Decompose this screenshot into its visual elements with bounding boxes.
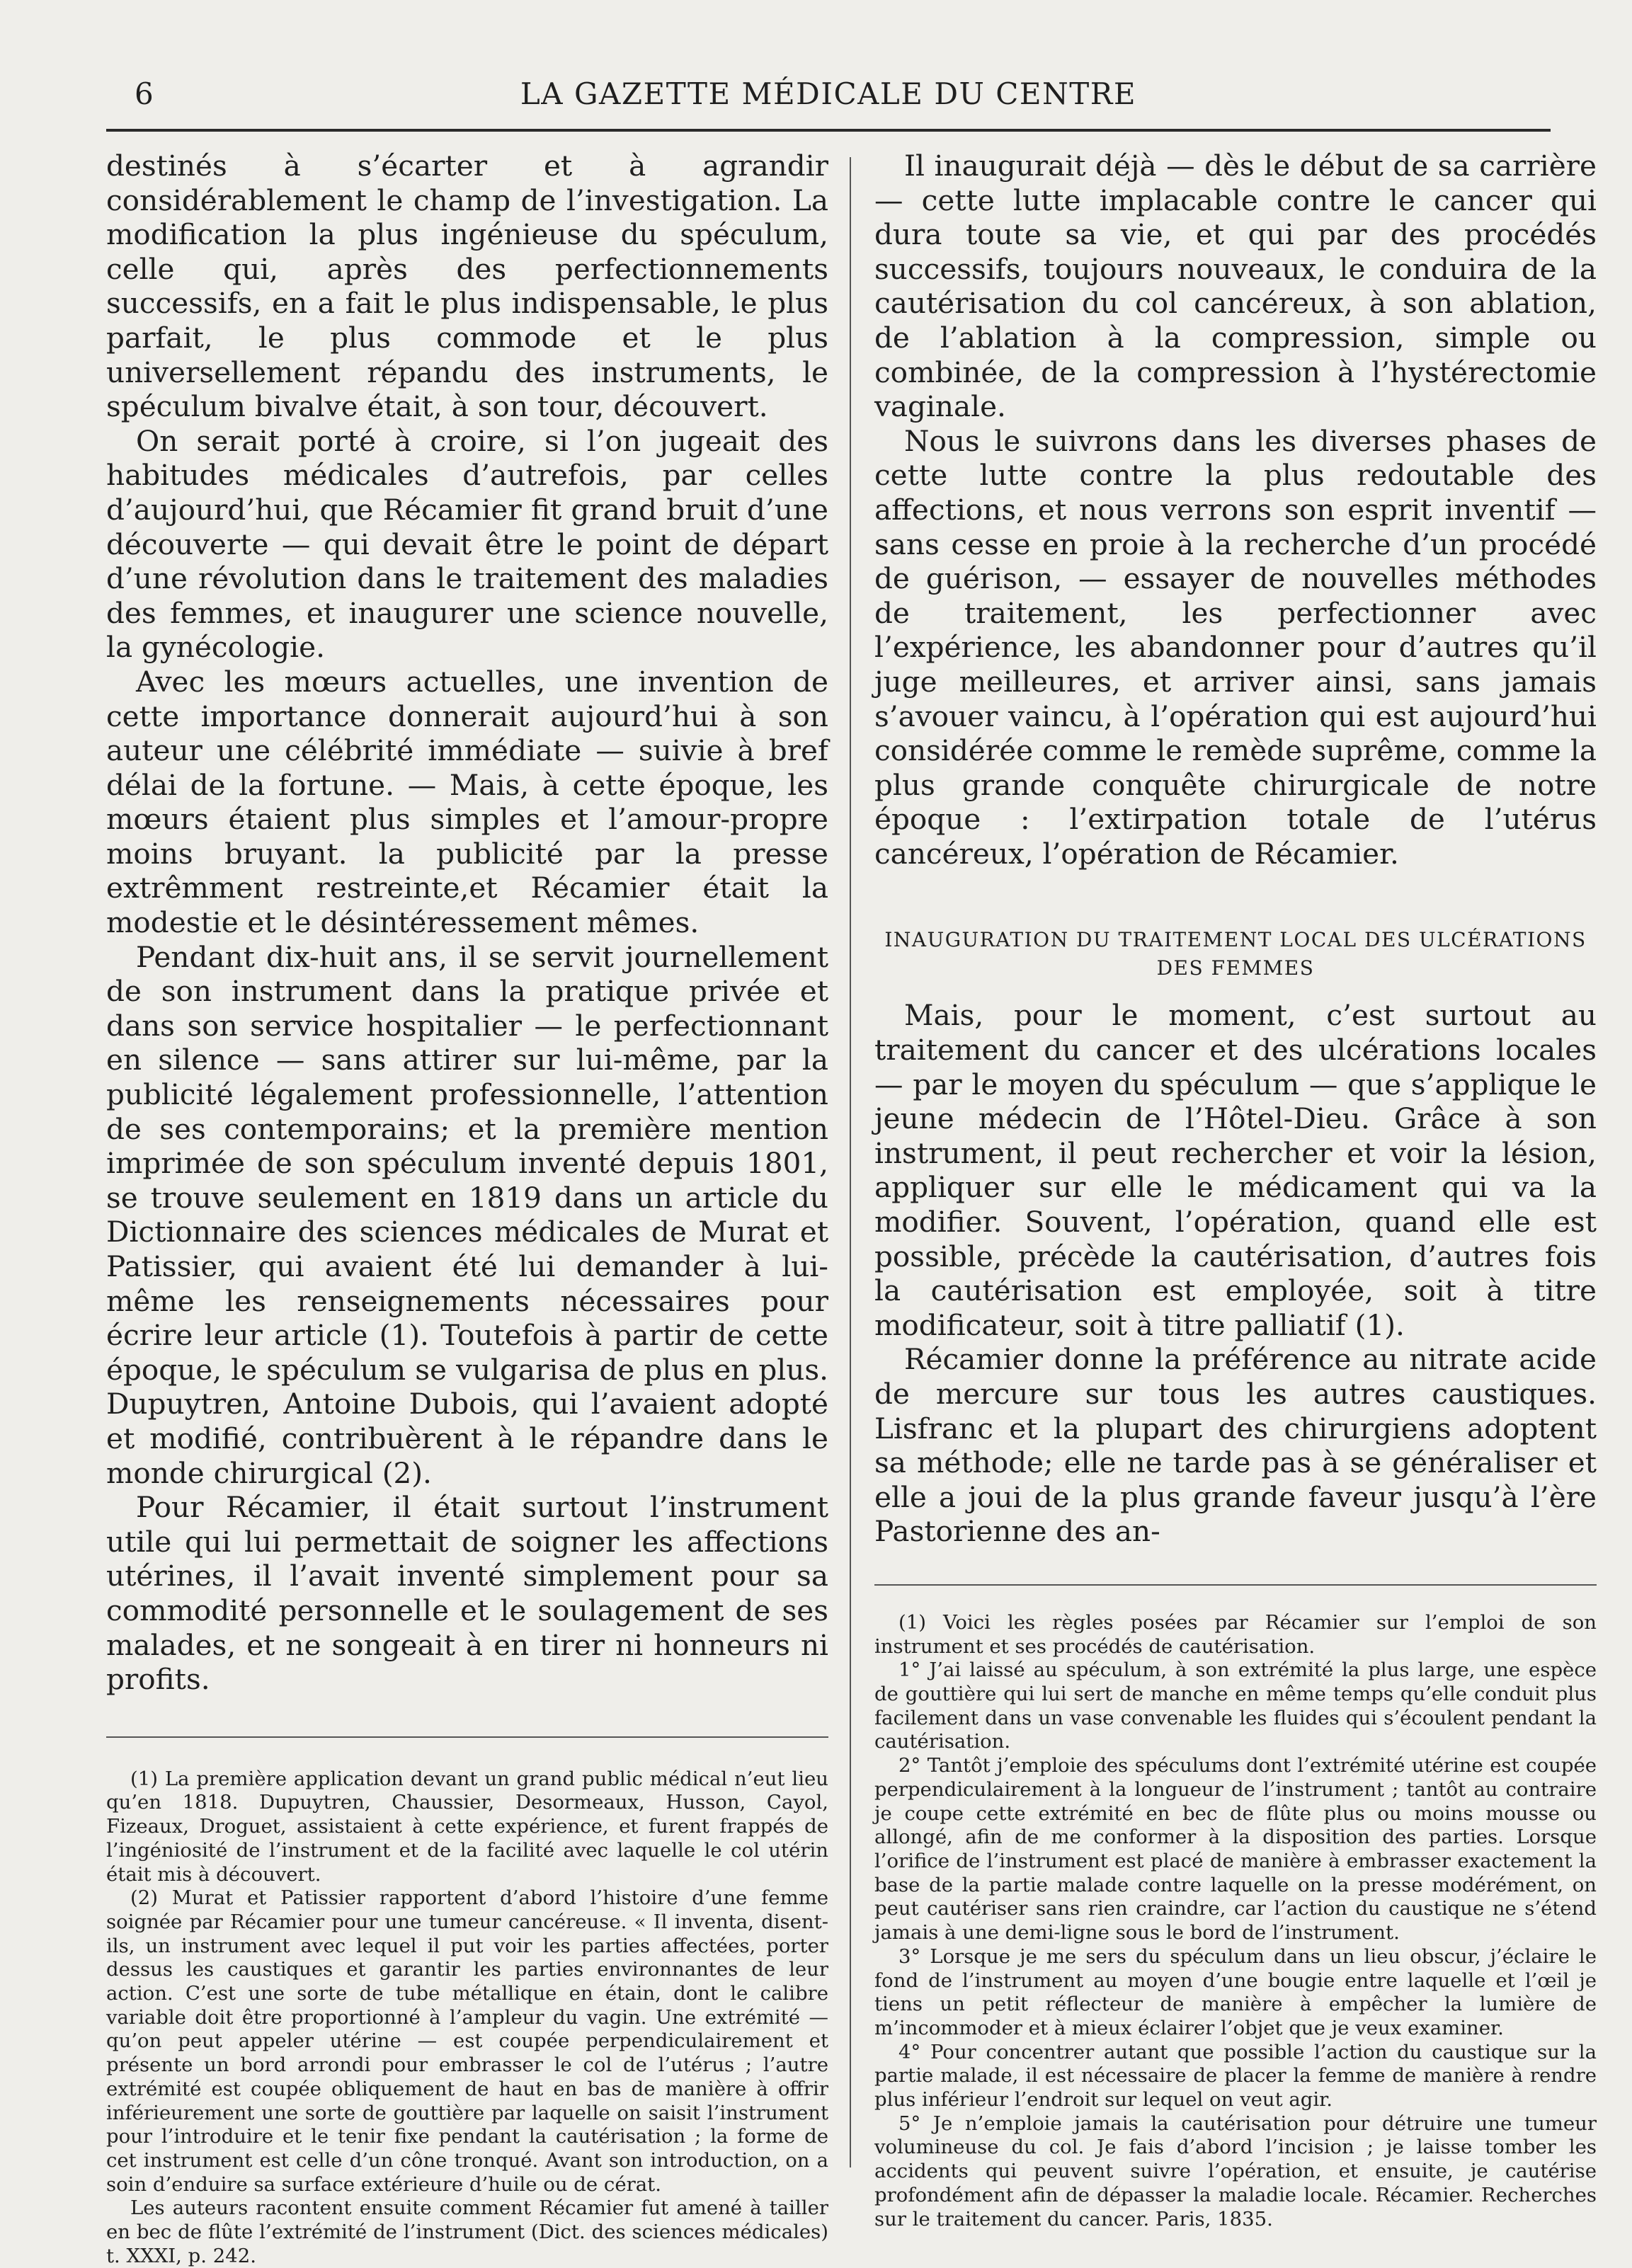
paragraph: Il inaugurait déjà — dès le début de sa carrière — cette lutte implacable contre le cancer qui dura toute sa vie, et qui par des procédés successifs, toujours nouveaux, le conduira de la cautérisation du col cancéreux, à son ablation, de l’ablation à la compression, simple ou combinée, de la compression à l’hystérectomie vaginale. [874,149,1597,424]
footnote-rule [874,1584,1597,1586]
paragraph: destinés à s’écarter et à agrandir considérablement le champ de l’investigation. La modification la plus ingénieuse du spéculum, celle qui, après des perfectionnements successifs, en a fait le plus indispensable, le plus parfait, le plus commode et le plus universellement répandu des instruments, le spéculum bivalve était, à son tour, découvert. [106,149,828,424]
left-footnotes [106,1768,828,2268]
section-title-line: DES FEMMES [1156,956,1315,980]
footnote: 5° Je n’emploie jamais la cautérisation pour détruire une tumeur volumineuse du col. Je fais d’abord l’incision ; je laisse tomber les accidents qui peuvent suivre l’opération, et ensuite, je cautérise profondément afin de dépasser la maladie locale. Récamier. Recherches sur le traitement du cancer. Paris, 1835. [874,2112,1597,2230]
section-heading [874,926,1597,983]
paragraph: Nous le suivrons dans les diverses phases de cette lutte contre la plus redoutable des affections, et nous verrons son esprit inventif — sans cesse en proie à la recherche d’un procédé de guérison, — essayer de nouvelles méthodes de traitement, les perfectionner avec l’expérience, les abandonner pour d’autres qu’il juge meilleures, et arriver ainsi, sans jamais s’avouer vaincu, à l’opération qui est aujourd’hui considérée comme le remède suprême, comme la plus grande conquête chirurgicale de notre époque : l’extirpation totale de l’utérus cancéreux, l’opération de Récamier. [874,423,1597,871]
footnote: (2) Murat et Patissier rapportent d’abord l’histoire d’une femme soignée par Récamier pour une tumeur cancéreuse. « Il inventa, disent-ils, un instrument avec lequel il put voir les parties affectées, porter dessus les caustiques et garantir les parties environnantes de leur action. C’est une sorte de tube métallique en étain, dont le calibre variable doit être proportionné à l’ampleur du vagin. Une extrémité — qu’on peut appeler utérine — est coupée perpendiculairement et présente un bord arrondi pour embrasser le col de l’utérus ; l’autre extrémité est coupée obliquement de haut en bas de manière à offrir inférieurement une sorte de gouttière par laquelle on saisit l’instrument pour l’introduire et le tenir fixe pendant la cautérisation ; la forme de cet instrument est celle d’un cône tronqué. Avant son introduction, on a soin d’enduire sa surface extérieure d’huile ou de cérat. [106,1886,828,2196]
paragraph: Pendant dix-huit ans, il se servit journellement de son instrument dans la pratique privée et dans son service hospitalier — le perfectionnant en silence — sans attirer sur lui-même, par la publicité légalement professionnelle, l’attention de ses contemporains; et la première mention imprimée de son spéculum inventé depuis 1801, se trouve seulement en 1819 dans un article du Dictionnaire des sciences médicales de Murat et Patissier, qui avaient été lui demander à lui-même les renseignements nécessaires pour écrire leur article (1). Toutefois à partir de cette époque, le spéculum se vulgarisa de plus en plus. Dupuytren, Antoine Dubois, qui l’avaient adopté et modifié, contribuèrent à le répandre dans le monde chirurgical (2). [106,939,828,1490]
footnote: (1) Voici les règles posées par Récamier sur l’emploi de son instrument et ses procédés de cautérisation. [874,1610,1597,1658]
footnote: 1° J’ai laissé au spéculum, à son extrémité la plus large, une espèce de gouttière qui lui sert de manche en même temps qu’elle conduit plus facilement dans un vase convenable les fluides qui s’écoulent pendant la cautérisation. [874,1659,1597,1753]
section-title-line: INAUGURATION DU TRAITEMENT LOCAL DES ULCÉRATIONS [884,928,1587,952]
right-footnotes [874,1611,1597,2231]
footnote: (1) La première application devant un grand public médical n’eut lieu qu’en 1818. Dupuytren, Chaussier, Desormeaux, Husson, Cayol, Fizeaux, Droguet, assistaient à cette expérience, et furent frappés de l’ingéniosité de l’instrument et de la facilité avec laquelle le col utérin était mis à découvert. [106,1767,828,1886]
right-column [874,149,1597,2231]
page-number: 6 [135,76,154,111]
right-body-text [874,149,1597,871]
running-head: LA GAZETTE MÉDICALE DU CENTRE [520,76,1137,111]
footnote: 3° Lorsque je me sers du spéculum dans un lieu obscur, j’éclaire le fond de l’instrument au moyen d’une bougie entre laquelle et l’œil je tiens un petit réflecteur de manière à empêcher la lumière de m’incommoder et à mieux éclairer l’objet que je veux examiner. [874,1945,1597,2039]
header-rule [106,129,1551,132]
footnote: 2° Tantôt j’emploie des spéculums dont l’extrémité utérine est coupée perpendiculairement à la longueur de l’instrument ; tantôt au contraire je coupe cette extrémité en bec de flûte plus ou moins mousse ou allongé, afin de me conformer à la disposition des parties. Lorsque l’orifice de l’instrument est placé de manière à embrasser exactement la base de la partie malade contre laquelle on la presse modérément, on peut cautériser sans rien craindre, car l’action du caustique ne s’étend jamais à une demi-ligne sous le bord de l’instrument. [874,1754,1597,1945]
paragraph: Récamier donne la préférence au nitrate acide de mercure sur tous les autres caustiques. Lisfranc et la plupart des chirurgiens adoptent sa méthode; elle ne tarde pas à se généraliser et elle a joui de la plus grande faveur jusqu’à l’ère Pastorienne des an- [874,1342,1597,1549]
left-body-text [106,149,828,1697]
paragraph: Pour Récamier, il était surtout l’instrument utile qui lui permettait de soigner les affections utérines, il l’avait inventé simplement pour sa commodité personnelle et le soulagement de ses malades, et ne songeait à en tirer ni honneurs ni profits. [106,1490,828,1697]
footnote-rule [106,1736,828,1738]
column-divider [850,157,851,2167]
paragraph: Mais, pour le moment, c’est surtout au traitement du cancer et des ulcérations locales — par le moyen du spéculum — que s’applique le jeune médecin de l’Hôtel-Dieu. Grâce à son instrument, il peut rechercher et voir la lésion, appliquer sur elle le médicament qui va la modifier. Souvent, l’opération, quand elle est possible, précède la cautérisation, d’autres fois la cautérisation est employée, soit à titre modificateur, soit à titre palliatif (1). [874,998,1597,1342]
right-body-text-2 [874,998,1597,1549]
page-header [106,76,1551,119]
paragraph: Avec les mœurs actuelles, une invention de cette importance donnerait aujourd’hui à son auteur une célébrité immédiate — suivie à bref délai de la fortune. — Mais, à cette époque, les mœurs étaient plus simples et l’amour-propre moins bruyant. la publicité par la presse extrêmment restreinte,et Récamier était la modestie et le désintéressement mêmes. [106,664,828,940]
paragraph: On serait porté à croire, si l’on jugeait des habitudes médicales d’autrefois, par celles d’aujourd’hui, que Récamier fit grand bruit d’une découverte — qui devait être le point de départ d’une révolution dans le traitement des maladies des femmes, et inaugurer une science nouvelle, la gynécologie. [106,423,828,665]
footnote: 4° Pour concentrer autant que possible l’action du caustique sur la partie malade, il est nécessaire de placer la femme de manière à rendre plus inférieur l’endroit sur lequel on veut agir. [874,2040,1597,2112]
footnote: Les auteurs racontent ensuite comment Récamier fut amené à tailler en bec de flûte l’extrémité de l’instrument (Dict. des sciences médicales) t. XXXI, p. 242. [106,2197,828,2267]
left-column [106,149,828,2268]
